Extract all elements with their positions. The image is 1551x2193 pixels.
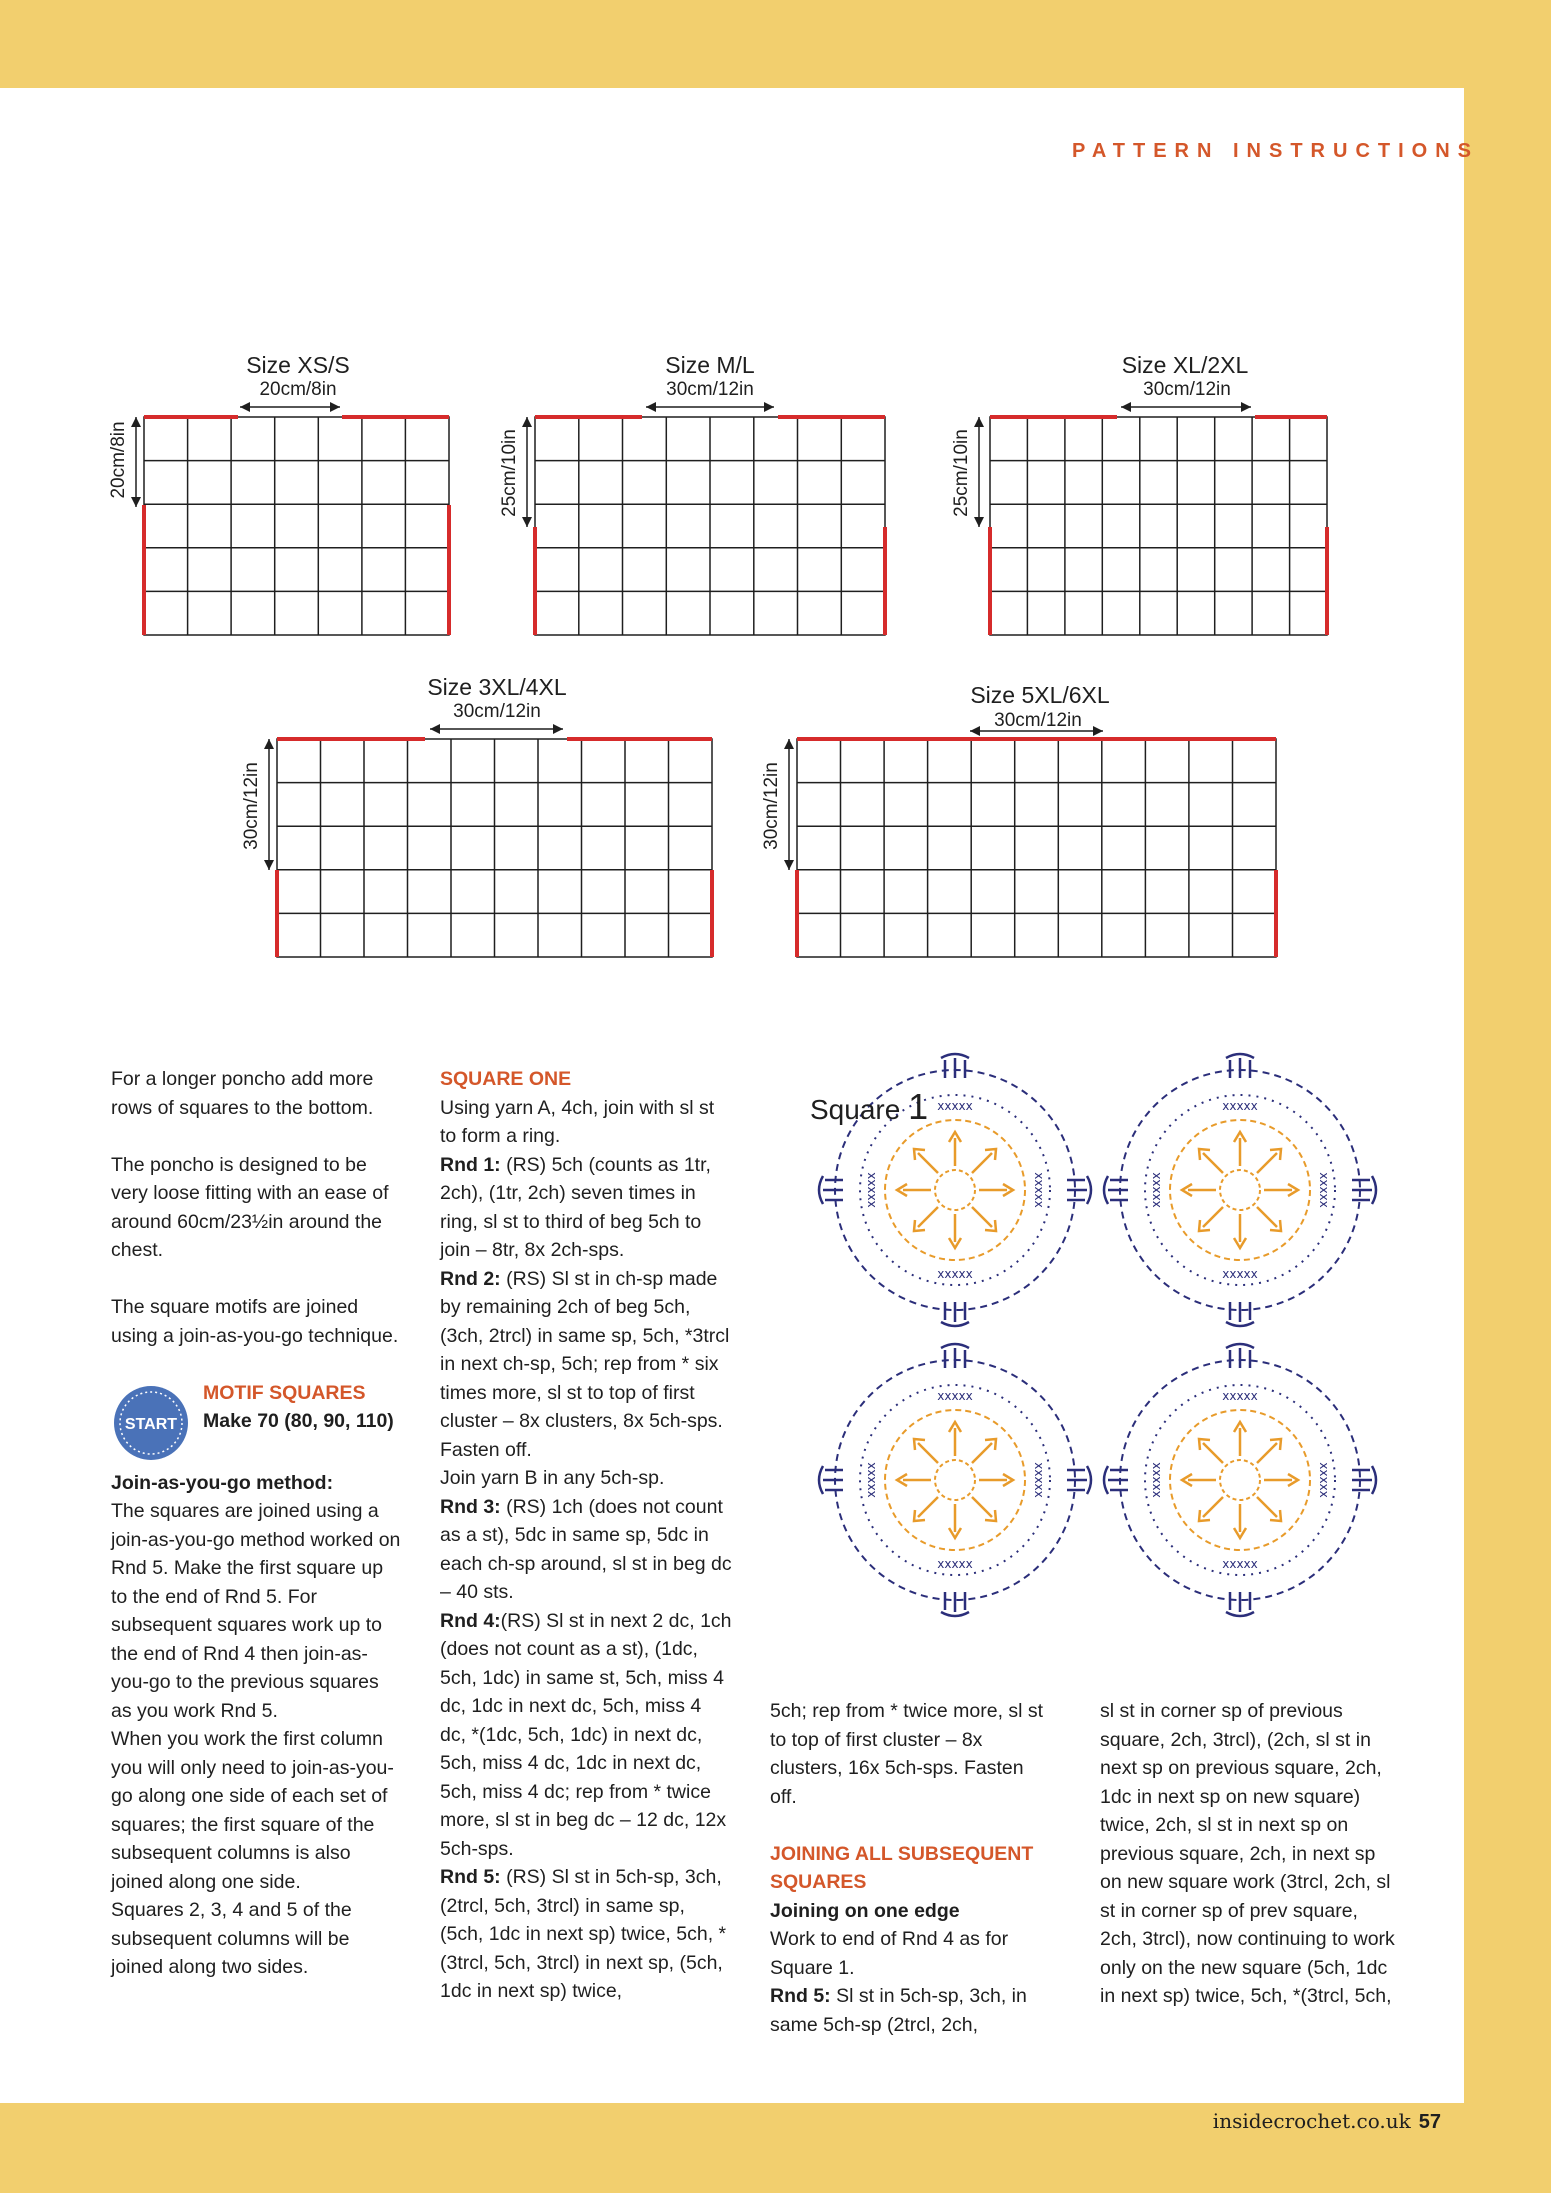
chart-label-word: Square (810, 1094, 901, 1125)
round-3 (440, 1493, 732, 1607)
text-column-1 (111, 1065, 403, 1982)
size-title: Size XL/2XL (1121, 352, 1249, 378)
size-diagram-3xl-4xl (235, 665, 735, 965)
joining-subheading: Joining on one edge (770, 1899, 960, 1922)
grid-svg (100, 345, 460, 645)
width-arrow (646, 402, 774, 412)
round-5 (440, 1863, 732, 2006)
width-label: 30cm/12in (666, 379, 754, 400)
round-4 (440, 1607, 732, 1864)
grid-lines (990, 417, 1327, 635)
round-1 (440, 1151, 732, 1265)
grid-lines (797, 739, 1276, 957)
size-diagram-xs-s (100, 345, 460, 645)
round-5-join (770, 1982, 1050, 2039)
square-one-heading: SQUARE ONE (440, 1068, 572, 1090)
width-label: 30cm/12in (994, 710, 1082, 731)
section-header: PATTERN INSTRUCTIONS (1071, 140, 1479, 162)
grid-lines (277, 739, 712, 957)
size-diagram-5xl-6xl (755, 665, 1295, 965)
size-title: Size XS/S (246, 352, 350, 378)
paragraph: The squares are joined using a join-as-you-go method worked on Rnd 5. Make the first square up to the end of Rnd 5. For subsequent squares work up to the end of Rnd 4 then join-as-you-go to the previous squares as you work Rnd 5. (111, 1500, 401, 1722)
paragraph: For a longer poncho add more rows of squares to the bottom. (111, 1068, 374, 1119)
page-number: 57 (1418, 2111, 1441, 2133)
round-text: Sl st in 5ch-sp, 3ch, in same 5ch-sp (2trcl, 2ch, (770, 1985, 1027, 2036)
grid-svg (235, 665, 735, 965)
paragraph: Join yarn B in any 5ch-sp. (440, 1467, 665, 1489)
width-arrow (1121, 402, 1251, 412)
joining-heading: JOINING ALL SUBSEQUENT SQUARES (770, 1842, 1034, 1893)
motif-squares-heading: MOTIF SQUARES (203, 1381, 366, 1404)
round-label: Rnd 4: (440, 1609, 501, 1632)
method-heading: Join-as-you-go method: (111, 1471, 334, 1494)
grid-lines (535, 417, 885, 635)
height-label: 25cm/10in (951, 429, 972, 517)
width-label: 30cm/12in (453, 701, 541, 722)
round-label: Rnd 1: (440, 1153, 501, 1176)
round-text: (RS) Sl st in next 2 dc, 1ch (does not count as a st), (1dc, 5ch, 1dc) in same st, 5ch, miss 4 dc, 1dc in next dc, 5ch, miss 4 dc, *(1dc, 5ch, 1dc) in next dc, 5ch, miss 4 dc, 1dc in next dc, 5ch, miss 4 dc; rep from * twice more, sl st in beg dc – 12 dc, 12x 5ch-sps. (440, 1609, 732, 1860)
height-arrow (131, 417, 141, 507)
height-label: 30cm/12in (241, 762, 262, 850)
round-label: Rnd 3: (440, 1495, 501, 1518)
text-column-4 (1100, 1697, 1400, 2011)
width-label: 30cm/12in (1143, 379, 1231, 400)
height-label: 30cm/12in (761, 762, 782, 850)
round-label: Rnd 5: (440, 1866, 501, 1888)
motif-bottom-left (819, 1344, 1091, 1616)
start-badge (113, 1385, 189, 1461)
square-1-chart (782, 1032, 1390, 1640)
grid-svg (945, 345, 1395, 645)
edge-markers (990, 417, 1327, 635)
page-footer (1213, 2109, 1441, 2134)
size-diagram-m-l (490, 345, 910, 645)
start-badge-label: START (124, 1415, 178, 1433)
motif-squares-heading-block (111, 1379, 403, 1469)
motif-top-right (1104, 1054, 1376, 1326)
paragraph: 5ch; rep from * twice more, sl st to top of first cluster – 8x clusters, 16x 5ch-sps. Fasten off. (770, 1700, 1044, 1808)
paragraph: Using yarn A, 4ch, join with sl st to form a ring. (440, 1096, 715, 1147)
width-label: 20cm/8in (259, 379, 337, 400)
height-label: 20cm/8in (108, 421, 129, 499)
height-arrow (522, 417, 532, 527)
edge-markers (797, 739, 1276, 957)
paragraph: sl st in corner sp of previous square, 2ch, 3trcl), (2ch, sl st in next sp on previous square, 2ch, 1dc in next sp on new square) twice, 2ch, sl st in next sp on previous square, 2ch, in next sp on new square work (3trcl, 2ch, sl st in corner sp of prev square, 2ch, 3trcl), now continuing to work only on the new square (5ch, 1dc in next sp) twice, 5ch, *(3trcl, 5ch, (1100, 1700, 1395, 2007)
paragraph: When you work the first column you will only need to join-as-you-go along one side of each set of squares; the first square of the subsequent columns is also joined along one side. (111, 1728, 394, 1893)
round-label: Rnd 5: (770, 1985, 831, 2007)
paragraph: Squares 2, 3, 4 and 5 of the subsequent columns will be joined along two sides. (111, 1899, 352, 1978)
round-2 (440, 1265, 732, 1465)
paragraph: The poncho is designed to be very loose fitting with an ease of around 60cm/23½in around the chest. (111, 1153, 389, 1261)
height-arrow (974, 417, 984, 527)
grid-lines (144, 417, 449, 635)
paragraph: Work to end of Rnd 4 as for Square 1. (770, 1928, 1009, 1979)
height-label: 25cm/10in (499, 429, 520, 517)
height-arrow (264, 739, 274, 870)
round-text: (RS) 1ch (does not count as a st), 5dc in same sp, 5dc in each ch-sp around, sl st in beg dc – 40 sts. (440, 1495, 732, 1603)
width-arrow (430, 724, 563, 734)
text-column-2 (440, 1065, 732, 2006)
size-title: Size 3XL/4XL (427, 674, 567, 700)
height-arrow (784, 739, 794, 870)
grid-svg (755, 665, 1295, 965)
round-label: Rnd 2: (440, 1267, 501, 1290)
motif-bottom-right (1104, 1344, 1376, 1616)
size-diagram-xl-2xl (945, 345, 1395, 645)
site-url: insidecrochet.co.uk (1212, 2109, 1411, 2133)
paragraph: The square motifs are joined using a join-as-you-go technique. (111, 1296, 399, 1347)
round-text: (RS) Sl st in ch-sp made by remaining 2ch of beg 5ch, (3ch, 2trcl) in same sp, 5ch, *3trcl in next ch-sp, 5ch; rep from * six times more, sl st to top of first cluster – 8x clusters, 8x 5ch-sps. Fasten off. (440, 1267, 730, 1461)
size-title: Size 5XL/6XL (970, 682, 1110, 708)
text-column-3 (770, 1697, 1050, 2039)
crochet-chart-svg: xxxxx xxxxx (800, 1050, 1390, 1640)
grid-svg (490, 345, 910, 645)
size-title: Size M/L (665, 352, 755, 378)
edge-markers (144, 417, 449, 635)
width-arrow (240, 402, 340, 412)
chart-label-number: 1 (908, 1086, 929, 1127)
round-text: (RS) Sl st in 5ch-sp, 3ch, (2trcl, 5ch, 3trcl) in same sp, (5ch, 1dc in next sp) twice, 5ch, *(3trcl, 5ch, 3trcl) in next sp, (5ch, 1dc in next sp) twice, (440, 1866, 727, 2002)
chart-label (810, 1086, 928, 1128)
round-text: (RS) 5ch (counts as 1tr, 2ch), (1tr, 2ch) seven times in ring, sl st to third of beg 5ch to join – 8tr, 8x 2ch-sps. (440, 1153, 711, 1261)
make-count: Make 70 (80, 90, 110) (203, 1410, 394, 1432)
